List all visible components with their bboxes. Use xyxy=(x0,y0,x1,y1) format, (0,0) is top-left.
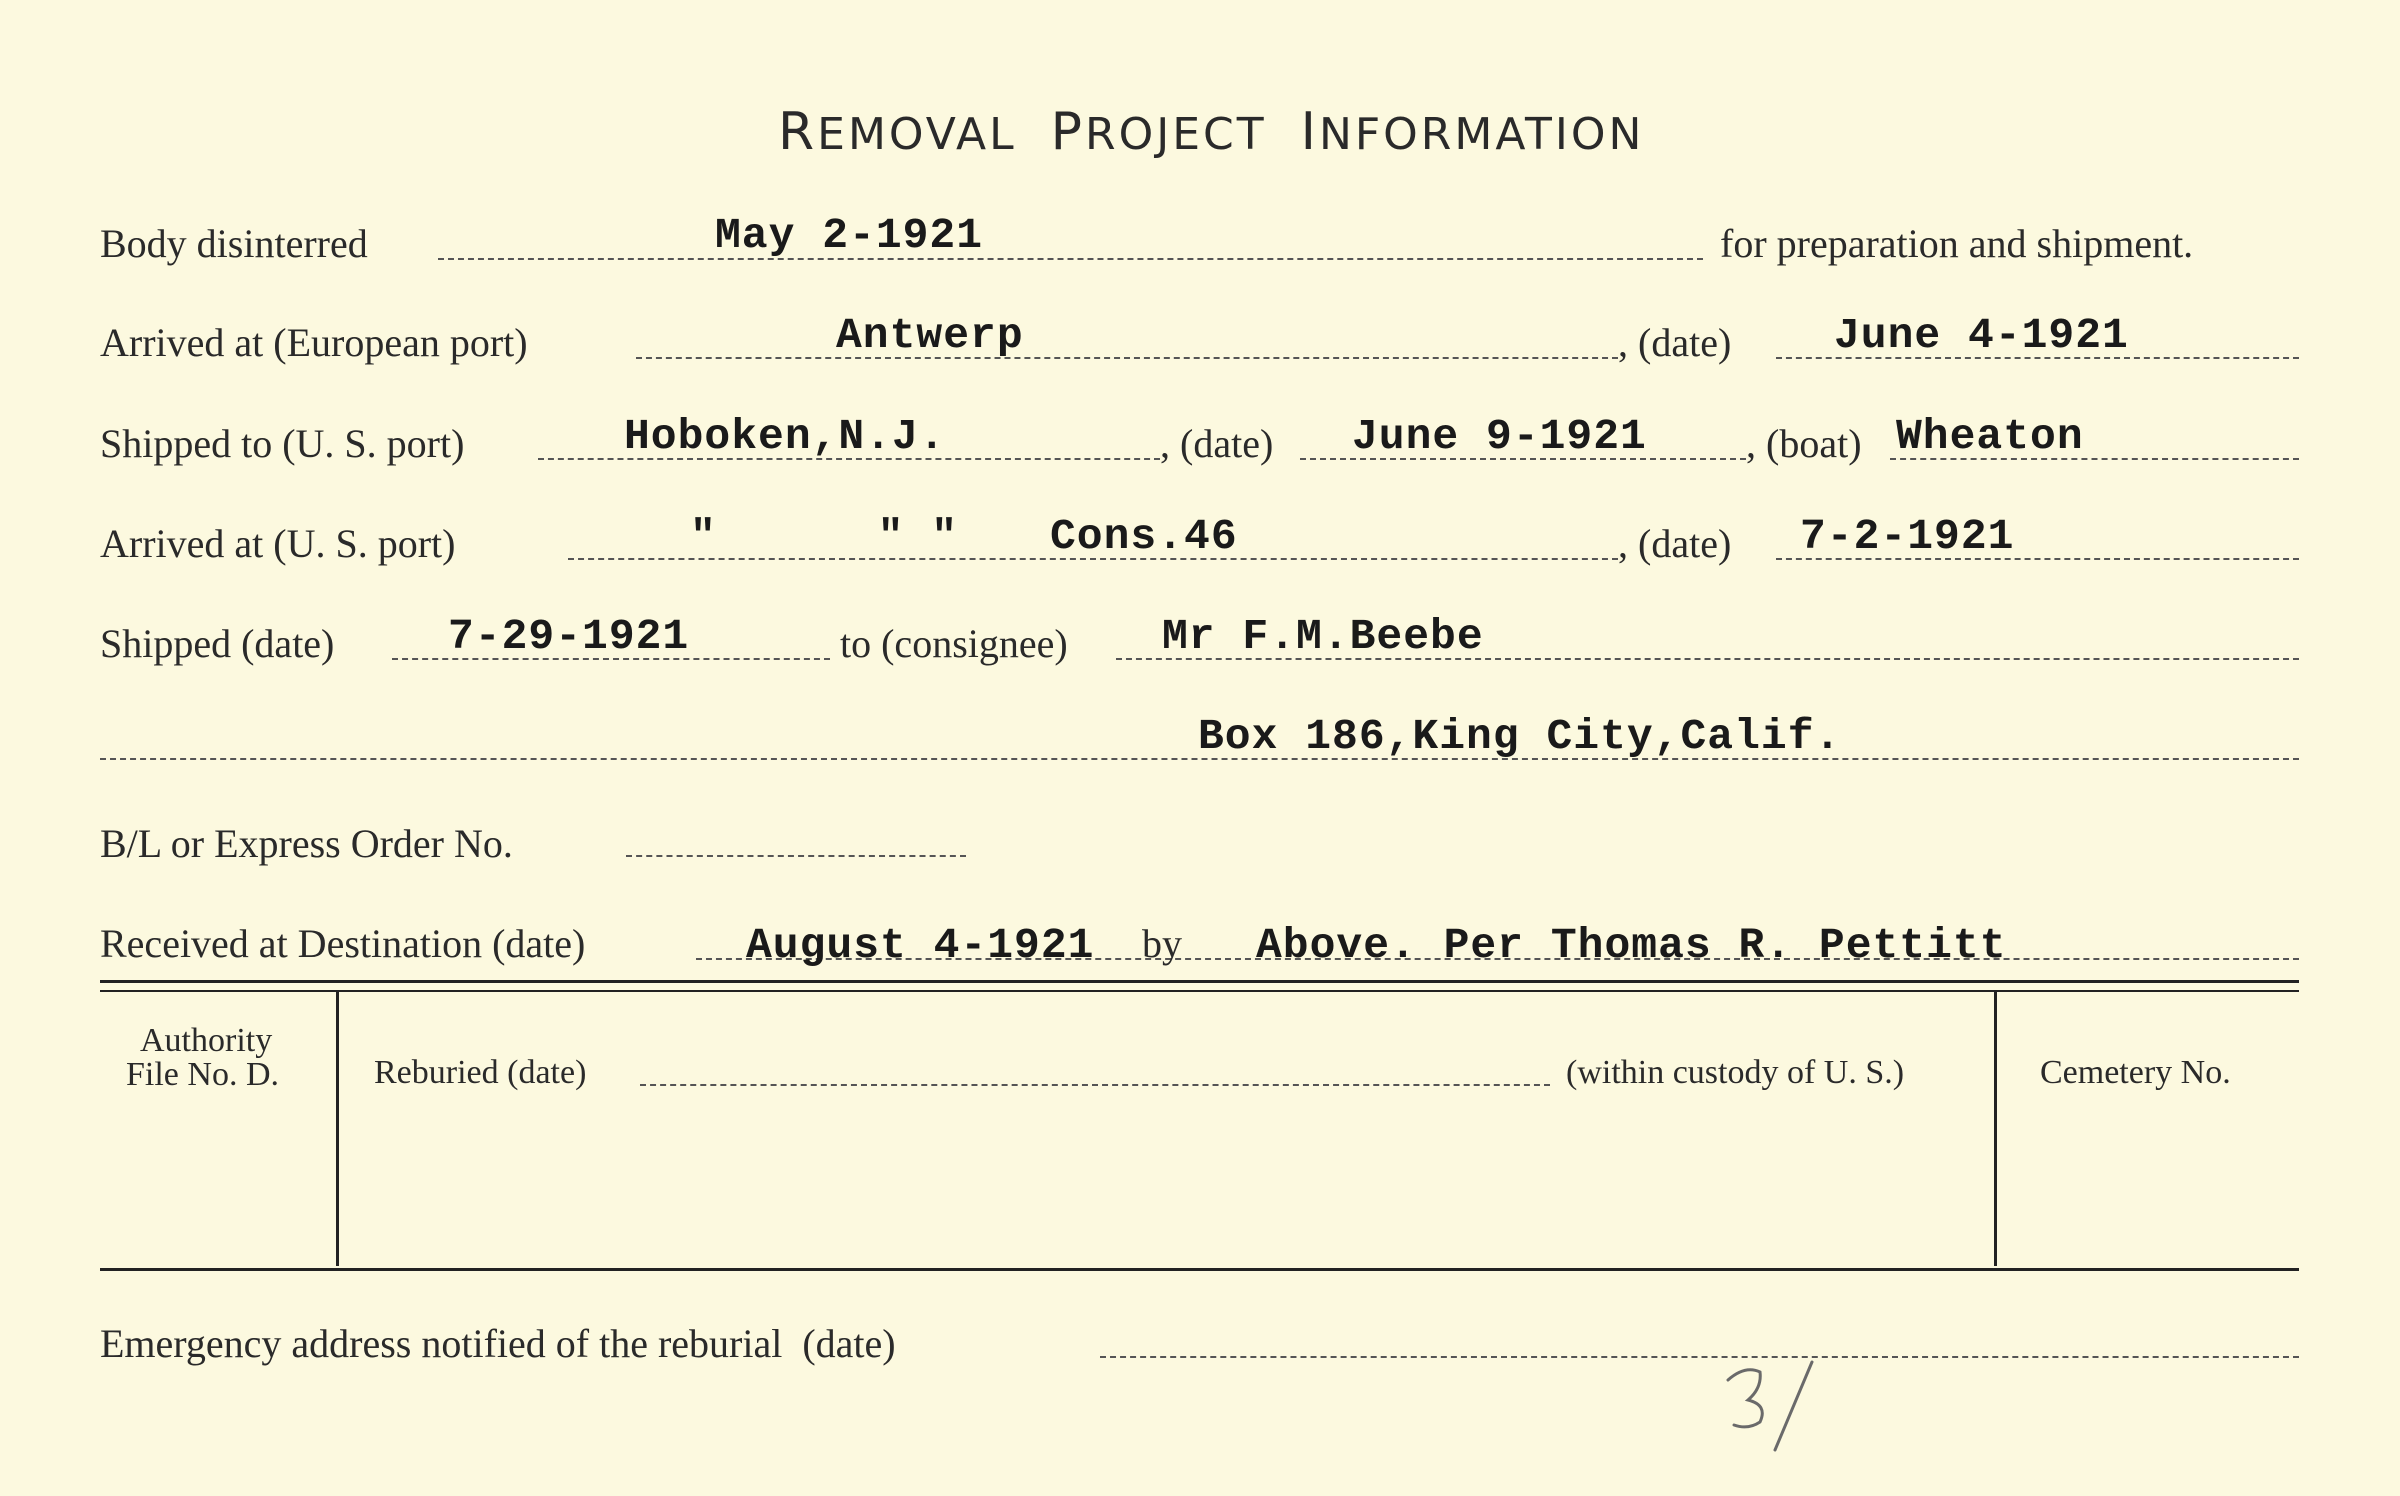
date-label: , (date) xyxy=(1618,521,1732,566)
shipped-date-label: Shipped (date) xyxy=(100,621,335,666)
authority-label-line2: File No. D. xyxy=(126,1056,279,1093)
authority-label-line1: Authority xyxy=(140,1022,273,1059)
us-port-value: Hoboken,N.J. xyxy=(624,412,946,461)
reburied-label: Reburied (date) xyxy=(374,1054,587,1091)
european-port-value: Antwerp xyxy=(836,311,1024,360)
card-title: REMOVAL PROJECT INFORMATION xyxy=(778,102,1645,162)
received-date-value: August 4-1921 xyxy=(746,921,1095,970)
shipped-final-date-value: 7-29-1921 xyxy=(448,612,690,661)
ditto-marks: " " " xyxy=(690,512,959,561)
us-arrival-date-value: 7-2-1921 xyxy=(1800,512,2015,561)
boat-value: Wheaton xyxy=(1896,412,2084,461)
date-label: , (date) xyxy=(1618,320,1732,365)
emergency-label: Emergency address notified of the reburial (date) xyxy=(100,1321,896,1366)
received-destination-label: Received at Destination (date) xyxy=(100,921,586,966)
consignee-label: to (consignee) xyxy=(840,621,1068,666)
date-label: , (date) xyxy=(1160,421,1274,466)
consignee-value: Mr F.M.Beebe xyxy=(1162,612,1484,661)
preparation-suffix: for preparation and shipment. xyxy=(1720,221,2194,266)
consignee-address-value: Box 186,King City,Calif. xyxy=(1198,712,1842,761)
by-label: by xyxy=(1142,921,1182,966)
european-arrival-date-value: June 4-1921 xyxy=(1834,311,2129,360)
arrived-european-port-label: Arrived at (European port) xyxy=(100,320,528,365)
consignment-value: Cons.46 xyxy=(1050,512,1238,561)
shipped-date-value: June 9-1921 xyxy=(1352,412,1647,461)
custody-label: (within custody of U. S.) xyxy=(1566,1054,1905,1091)
disinterred-date-value: May 2-1921 xyxy=(715,211,984,260)
bl-order-label: B/L or Express Order No. xyxy=(100,821,513,866)
received-by-value: Above. Per Thomas R. Pettitt xyxy=(1256,921,2007,970)
cemetery-label: Cemetery No. xyxy=(2040,1054,2231,1091)
handwritten-pencil-mark xyxy=(1728,1362,1812,1450)
boat-label: , (boat) xyxy=(1746,421,1862,466)
body-disinterred-label: Body disinterred xyxy=(100,221,368,266)
shipped-us-port-label: Shipped to (U. S. port) xyxy=(100,421,465,466)
arrived-us-port-label: Arrived at (U. S. port) xyxy=(100,521,456,566)
